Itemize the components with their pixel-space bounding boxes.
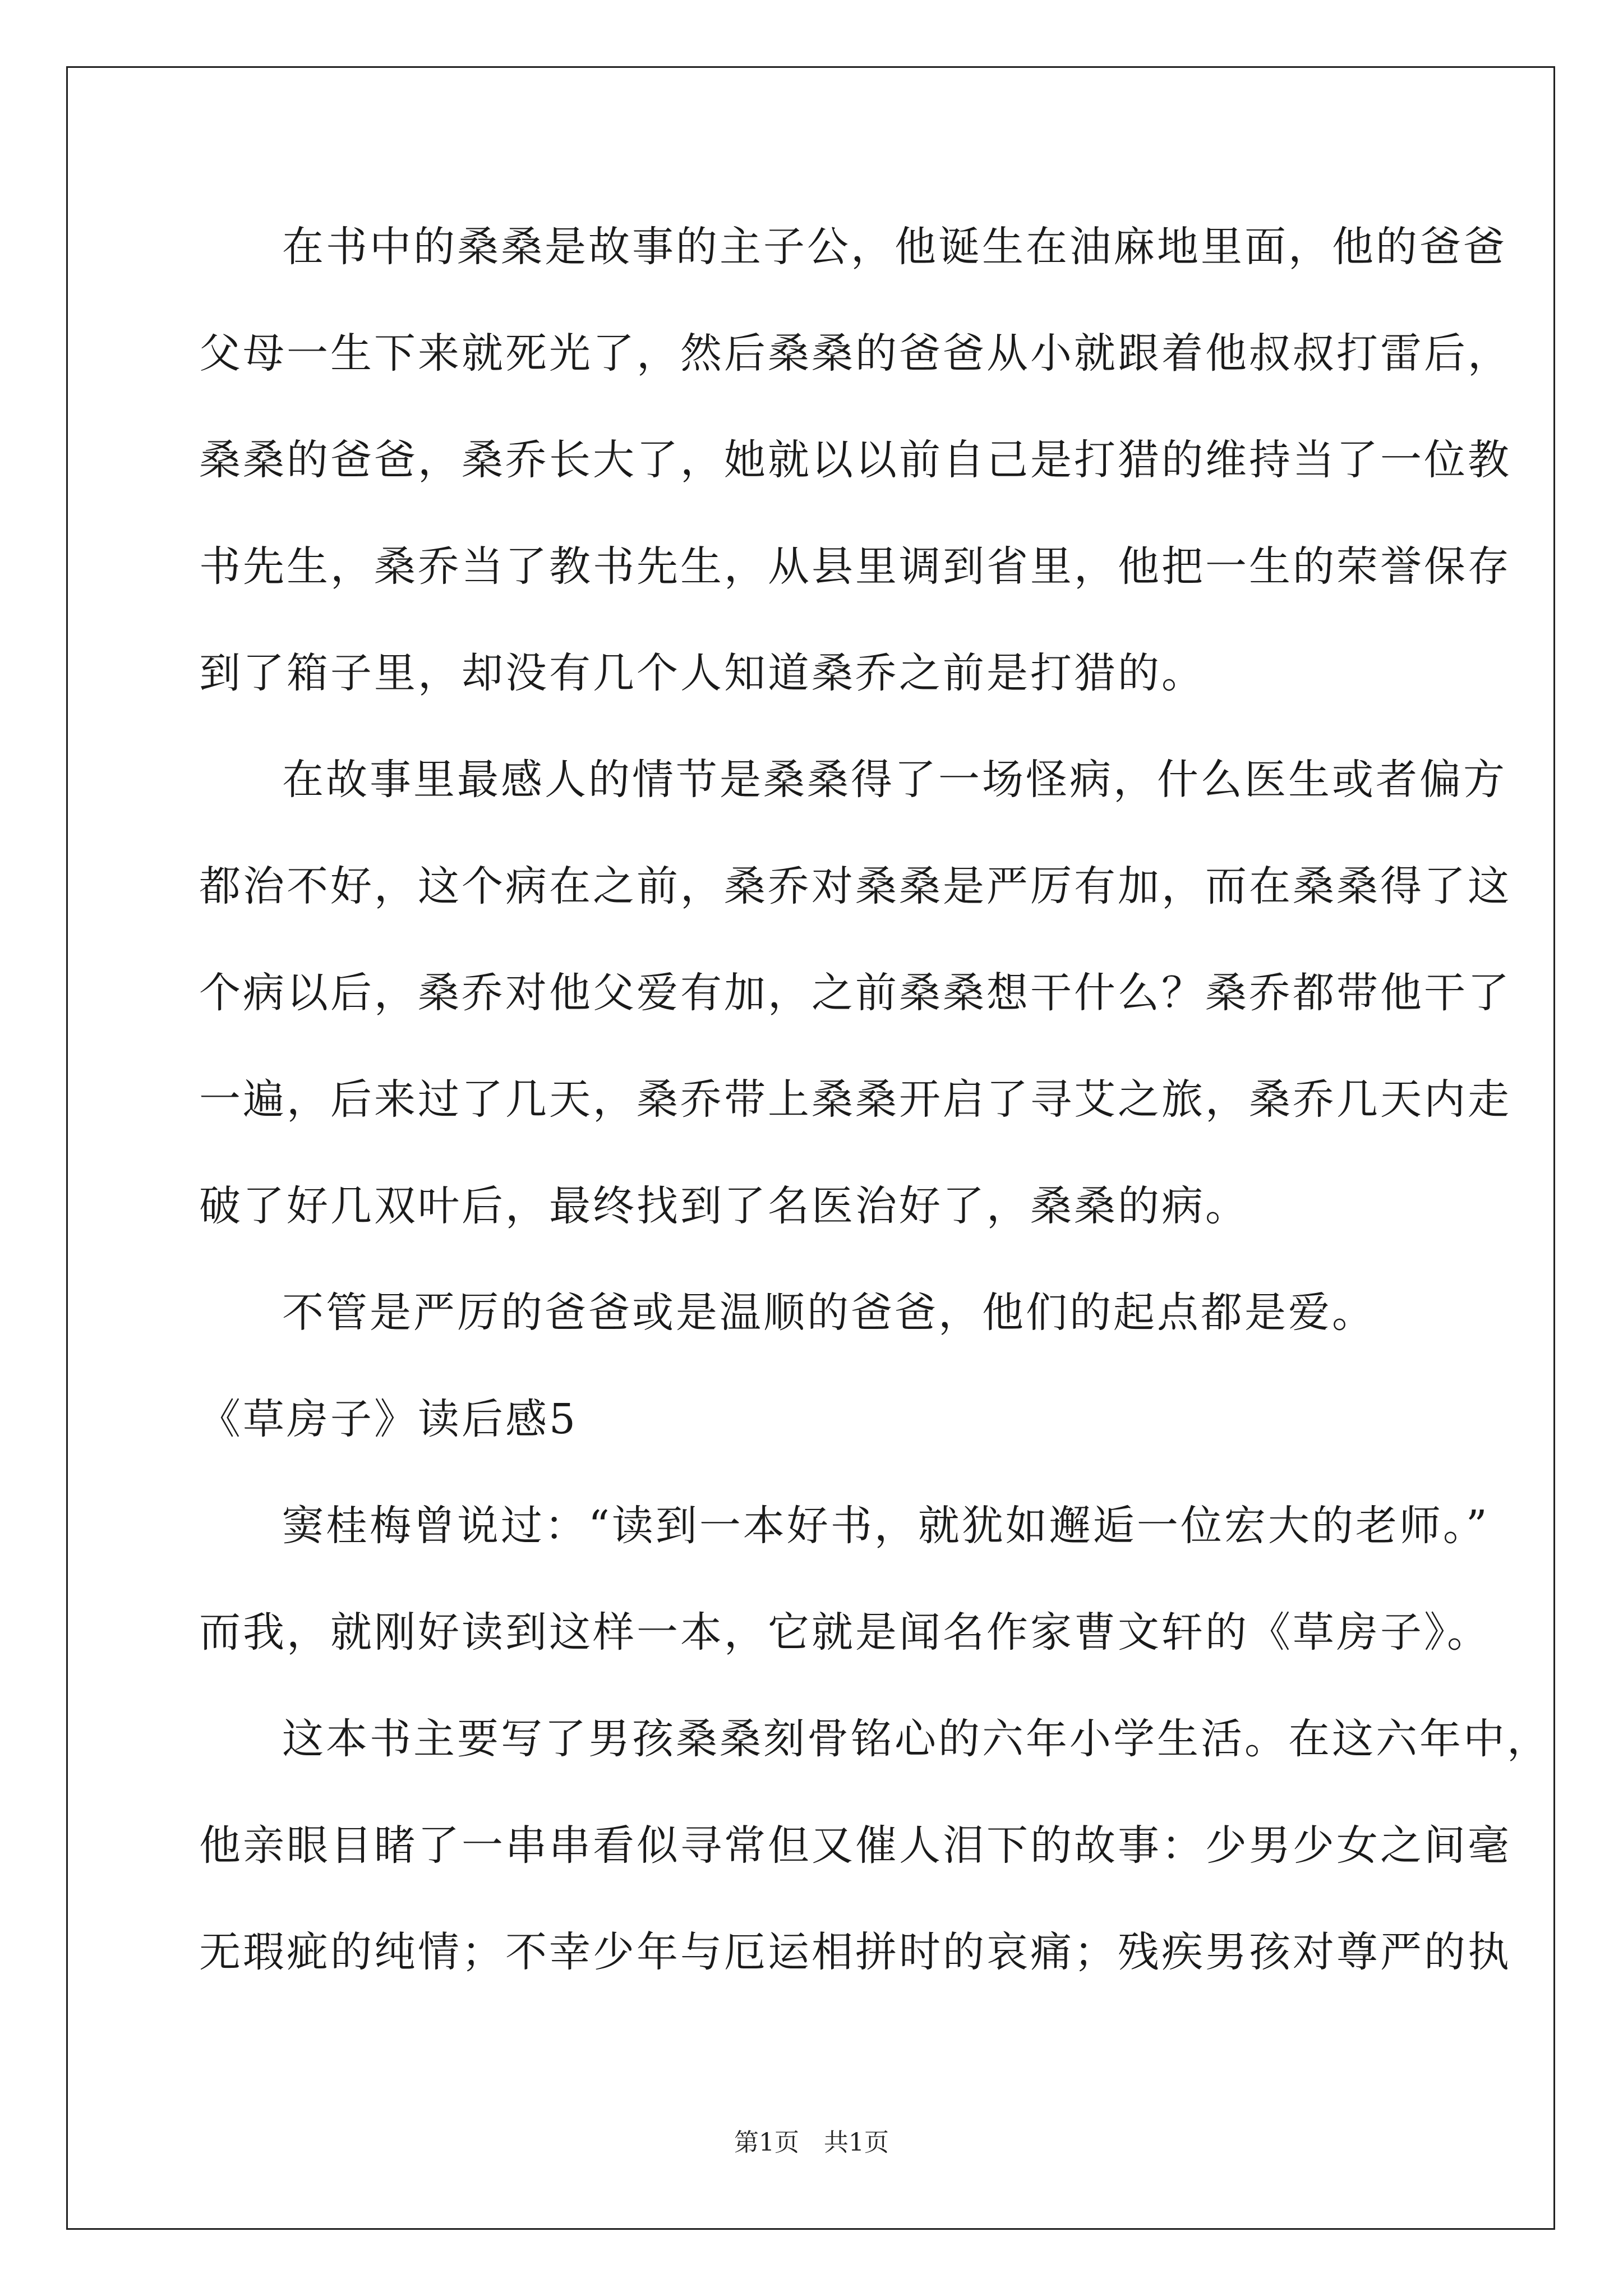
section-heading: 《草房子》读后感5 [199,1395,578,1443]
paragraph-line: 他亲眼目睹了一串串看似寻常但又催人泪下的故事：少男少女之间毫 [199,1821,1511,1870]
paragraph-line: 个病以后，桑乔对他父爱有加，之前桑桑想干什么？桑乔都带他干了 [199,969,1511,1017]
page-footer: 第1页 共1页 [734,2128,889,2157]
paragraph-line: 破了好几双叶后，最终找到了名医治好了，桑桑的病。 [199,1182,1249,1230]
paragraph-line: 一遍，后来过了几天，桑乔带上桑桑开启了寻艾之旅，桑乔几天内走 [199,1075,1511,1124]
paragraph-line: 都治不好，这个病在之前，桑乔对桑桑是严厉有加，而在桑桑得了这 [199,862,1511,910]
paragraph-line: 不管是严厉的爸爸或是温顺的爸爸，他们的起点都是爱。 [282,1289,1376,1337]
paragraph-line: 在故事里最感人的情节是桑桑得了一场怪病，什么医生或者偏方 [282,756,1507,804]
paragraph-line: 在书中的桑桑是故事的主子公，他诞生在油麻地里面，他的爸爸 [282,223,1507,271]
paragraph-line: 书先生，桑乔当了教书先生，从县里调到省里，他把一生的荣誉保存 [199,542,1511,591]
page-border [66,66,1555,2230]
paragraph-line: 无瑕疵的纯情；不幸少年与厄运相拼时的哀痛；残疾男孩对尊严的执 [199,1928,1511,1976]
paragraph-line: 到了箱子里，却没有几个人知道桑乔之前是打猎的。 [199,649,1205,697]
paragraph-line: 桑桑的爸爸，桑乔长大了，她就以以前自己是打猎的维持当了一位教 [199,436,1511,484]
paragraph-line: 而我，就刚好读到这样一本，它就是闻名作家曹文轩的《草房子》。 [199,1608,1491,1657]
paragraph-line: 父母一生下来就死光了，然后桑桑的爸爸从小就跟着他叔叔打雷后， [199,329,1511,378]
paragraph-line: 窦桂梅曾说过：“读到一本好书，就犹如邂逅一位宏大的老师。” [282,1502,1490,1550]
paragraph-line: 这本书主要写了男孩桑桑刻骨铭心的六年小学生活。在这六年中， [282,1715,1551,1763]
